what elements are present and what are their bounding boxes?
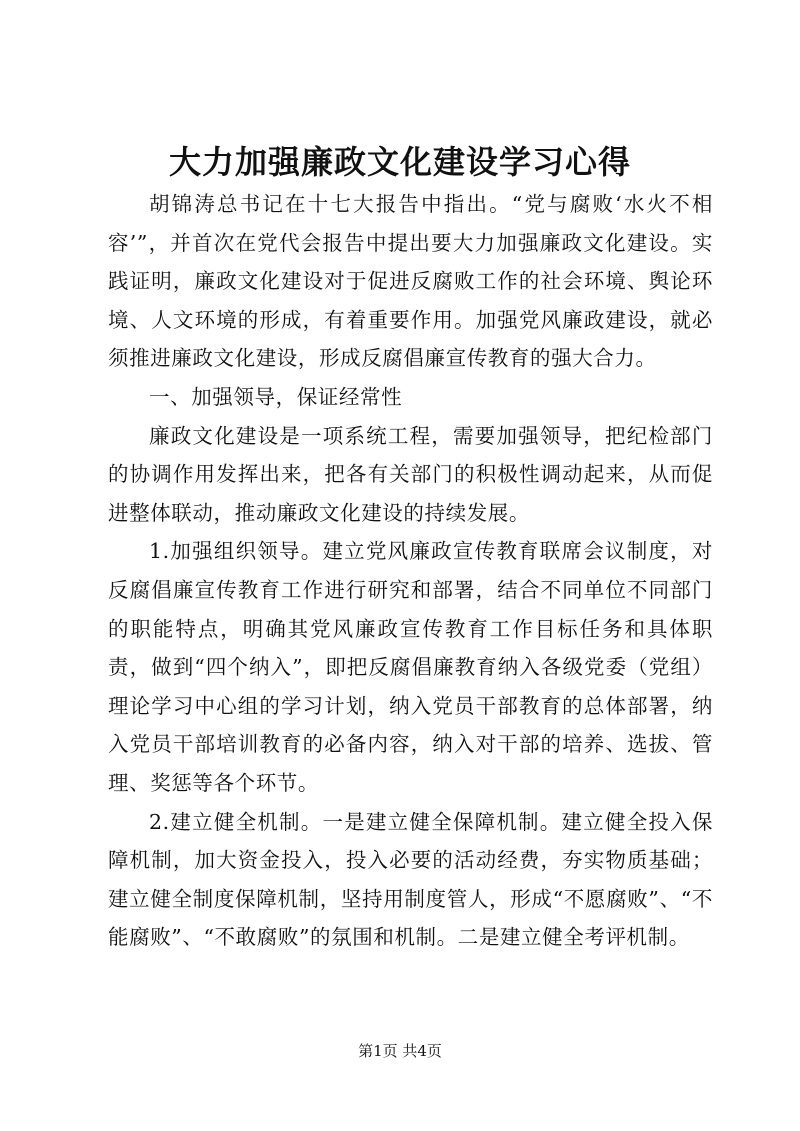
paragraph-intro: 胡锦涛总书记在十七大报告中指出。“党与腐败‘水火不相容’”，并首次在党代会报告中提出要大力加强廉政文化建设。实践证明，廉政文化建设对于促进反腐败工作的社会环境、舆论环境、人文环境的形成，有着重要作用。加强党风廉政建设，就必须推进廉政文化建设，形成反腐倡廉宣传教育的强大合力。 bbox=[108, 192, 713, 371]
page-number: 第1页 共4页 bbox=[358, 1042, 442, 1060]
paragraph-item-1: 1.加强组织领导。建立党风廉政宣传教育联席会议制度，对反腐倡廉宣传教育工作进行研究和部署，结合不同单位不同部门的职能特点，明确其党风廉政宣传教育工作目标任务和具体职责，做到“四个纳入”，即把反腐倡廉教育纳入各级党委（党组）理论学习中心组的学习计划，纳入党员干部教育的总体部署，纳入党员干部培训教育的必备内容，纳入对干部的培养、选拔、管理、奖惩等各个环节。 bbox=[108, 539, 713, 795]
section-heading-1: 一、加强领导，保证经常性 bbox=[149, 384, 403, 409]
paragraph-item-2: 2.建立健全机制。一是建立健全保障机制。建立健全投入保障机制，加大资金投入，投入必要的活动经费，夯实物质基础；建立健全制度保障机制，坚持用制度管人，形成“不愿腐败”、“不能腐败”、“不敢腐败”的氛围和机制。二是建立健全考评机制。 bbox=[108, 809, 713, 950]
document-body bbox=[108, 185, 713, 957]
page-title: 大力加强廉政文化建设学习心得 bbox=[168, 143, 631, 181]
paragraph-section-1: 廉政文化建设是一项系统工程，需要加强领导，把纪检部门的协调作用发挥出来，把各有关部门的积极性调动起来，从而促进整体联动，推动廉政文化建设的持续发展。 bbox=[108, 423, 713, 525]
